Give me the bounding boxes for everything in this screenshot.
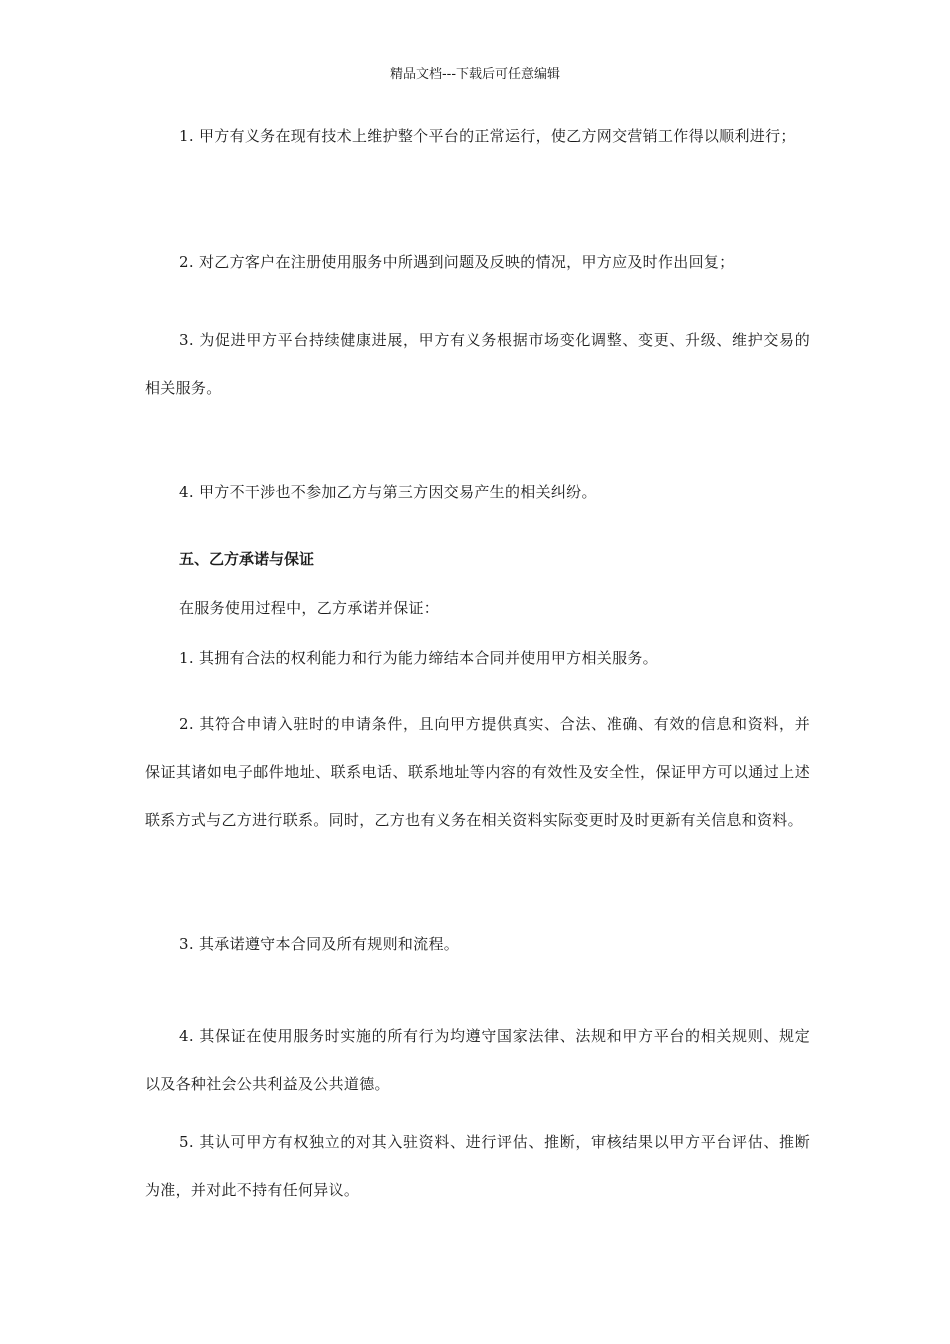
party-a-obligation-2: 2. 对乙方客户在注册使用服务中所遇到问题及反映的情况，甲方应及时作出回复； [179, 253, 735, 271]
party-b-promise-5: 5. 其认可甲方有权独立的对其入驻资料、进行评估、推断，审核结果以甲方平台评估、推断为准，并对此不持有任何异议。 [145, 1133, 810, 1199]
section-heading: 五、乙方承诺与保证 [179, 550, 315, 568]
party-b-promise-2: 2. 其符合申请入驻时的申请条件，且向甲方提供真实、合法、准确、有效的信息和资料，并保证其诸如电子邮件地址、联系电话、联系地址等内容的有效性及安全性，保证甲方可以通过上述联系方式与乙方进行联系。同时，乙方也有义务在相关资料实际变更时及时更新有关信息和资料。 [145, 715, 810, 829]
page-header: 精品文档---下载后可任意编辑 [389, 67, 561, 82]
section-intro: 在服务使用过程中，乙方承诺并保证： [179, 599, 440, 617]
party-a-obligation-3: 3. 为促进甲方平台持续健康进展，甲方有义务根据市场变化调整、变更、升级、维护交易的相关服务。 [145, 331, 810, 397]
party-a-obligation-4: 4. 甲方不干涉也不参加乙方与第三方因交易产生的相关纠纷。 [179, 483, 597, 501]
party-b-promise-4: 4. 其保证在使用服务时实施的所有行为均遵守国家法律、法规和甲方平台的相关规则、规定以及各种社会公共利益及公共道德。 [145, 1027, 810, 1093]
party-b-promise-1: 1. 其拥有合法的权利能力和行为能力缔结本合同并使用甲方相关服务。 [179, 649, 658, 667]
party-a-obligation-1: 1. 甲方有义务在现有技术上维护整个平台的正常运行，使乙方网交营销工作得以顺利进行； [179, 127, 796, 145]
party-b-promise-3: 3. 其承诺遵守本合同及所有规则和流程。 [179, 935, 460, 953]
